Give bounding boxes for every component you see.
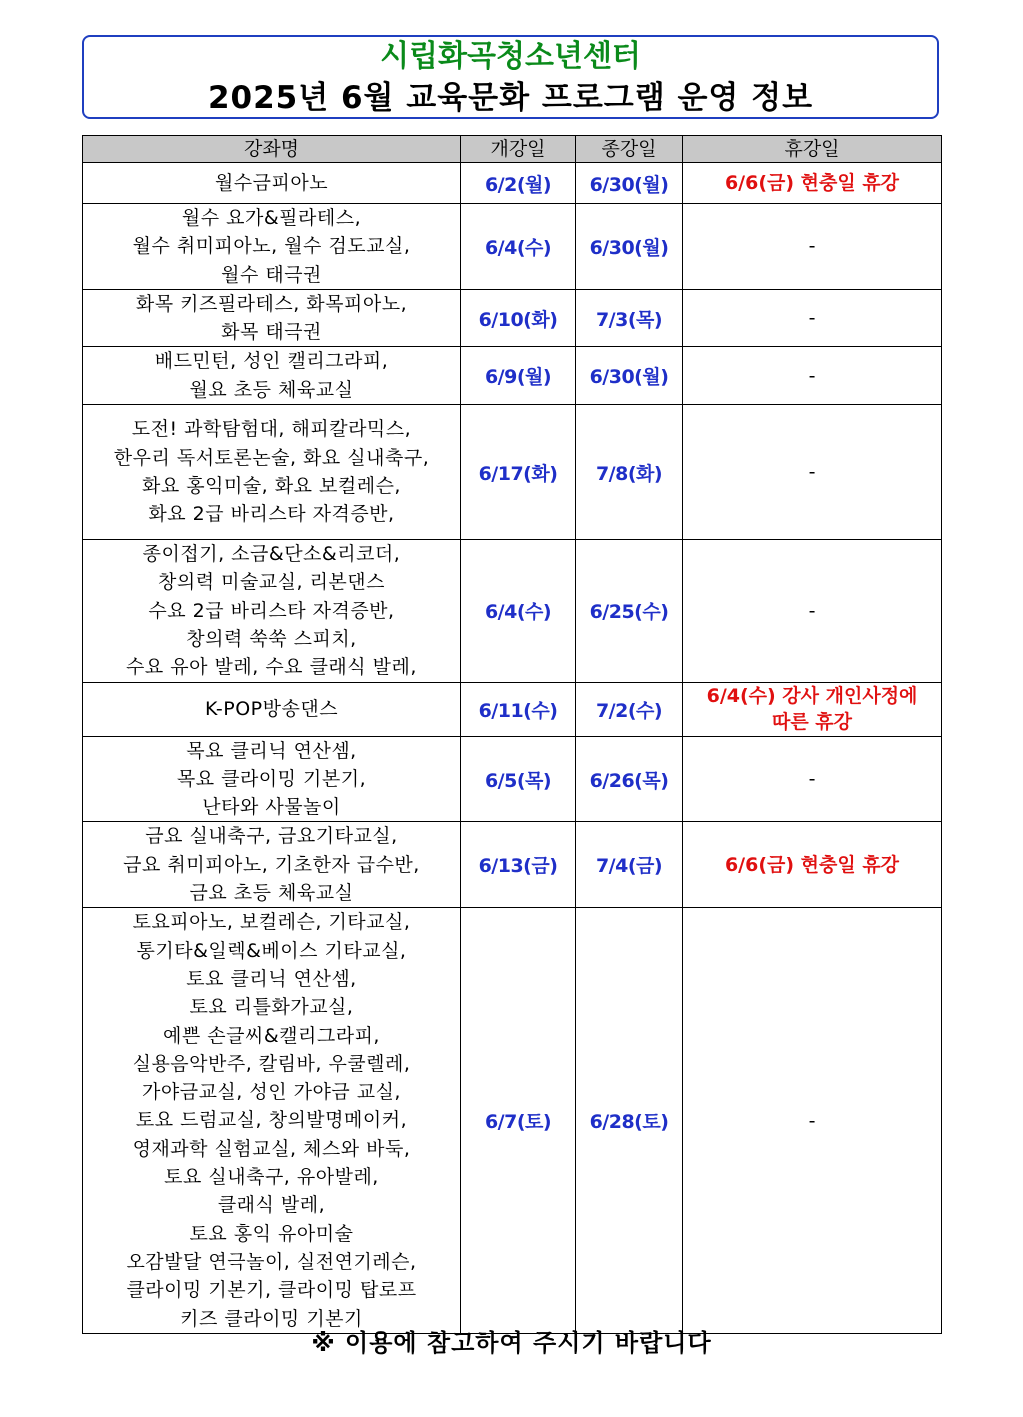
course-names-cell — [83, 289, 461, 347]
course-name-line: 금요 초등 체육교실 — [189, 882, 354, 905]
start-date-cell: 6/9(월) — [461, 347, 576, 405]
course-name-line: 월수 취미피아노, 월수 검도교실, — [132, 235, 411, 258]
closed-note-line: - — [808, 768, 816, 790]
column-header-end-date: 종강일 — [576, 136, 683, 163]
course-name-line: 월수금피아노 — [214, 171, 329, 194]
course-names-cell — [83, 682, 461, 736]
course-name-line: 클라이밍 기본기, 클라이밍 탑로프 — [126, 1279, 417, 1302]
closed-days-cell — [683, 736, 942, 822]
course-name-line: 종이접기, 소금&단소&리코더, — [142, 543, 401, 566]
course-name-line: 오감발달 연극놀이, 실전연기레슨, — [126, 1250, 417, 1273]
course-name-line: 창의력 쑥쑥 스피치, — [186, 627, 357, 650]
closed-note-line: 6/6(금) 현충일 휴강 — [724, 172, 900, 194]
course-name-line: 토요 홍익 유아미술 — [189, 1222, 354, 1245]
course-name-line: 영재과학 실험교실, 체스와 바둑, — [132, 1137, 411, 1160]
closed-days-cell — [683, 204, 942, 290]
table-row — [83, 204, 942, 290]
end-date-cell: 7/8(화) — [576, 405, 683, 540]
course-name-line: 수요 2급 바리스타 자격증반, — [148, 599, 395, 622]
course-name-line: 토요 리틀화가교실, — [189, 996, 354, 1019]
end-date-cell: 6/25(수) — [576, 540, 683, 682]
end-date-cell: 7/2(수) — [576, 682, 683, 736]
course-name-line: 난타와 사물놀이 — [202, 796, 341, 819]
start-date-cell: 6/4(수) — [461, 204, 576, 290]
course-name-line: 통기타&일렉&베이스 기타교실, — [136, 939, 407, 962]
course-name-line: 화목 키즈필라테스, 화목피아노, — [135, 292, 408, 315]
closed-days-cell — [683, 347, 942, 405]
course-name-line: 금요 실내축구, 금요기타교실, — [145, 825, 398, 848]
footer-note: ※ 이용에 참고하여 주시기 바랍니다 — [311, 1329, 712, 1357]
course-name-line: 클래식 발레, — [217, 1194, 326, 1217]
closed-note-line: 6/4(수) 강사 개인사정에 — [706, 685, 918, 708]
start-date-cell: 6/11(수) — [461, 682, 576, 736]
course-name-line: 화요 홍익미술, 화요 보컬레슨, — [142, 475, 401, 498]
course-name-line: 키즈 클라이밍 기본기 — [180, 1307, 363, 1330]
start-date-cell: 6/5(목) — [461, 736, 576, 822]
table-row — [83, 163, 942, 204]
table-body — [83, 163, 942, 1334]
course-name-line: 목요 클리닉 연산셈, — [186, 739, 357, 762]
closed-days-cell — [683, 908, 942, 1333]
closed-note-line: - — [808, 307, 816, 330]
course-names-cell — [83, 908, 461, 1333]
course-name-line: 토요 클리닉 연산셈, — [186, 967, 357, 990]
course-name-line: 가야금교실, 성인 가야금 교실, — [142, 1081, 401, 1104]
course-name-line: 수요 유아 발레, 수요 클래식 발레, — [126, 656, 417, 679]
table-row — [83, 682, 942, 736]
closed-days-cell — [683, 682, 942, 736]
closed-days-cell — [683, 540, 942, 682]
start-date-cell: 6/4(수) — [461, 540, 576, 682]
course-names-cell — [83, 540, 461, 682]
start-date-cell: 6/13(금) — [461, 822, 576, 908]
course-name-line: 예쁜 손글씨&캘리그라피, — [163, 1024, 380, 1047]
closed-note-line: - — [808, 364, 816, 387]
end-date-cell: 7/3(목) — [576, 289, 683, 347]
course-name-line: 토요 실내축구, 유아발레, — [164, 1166, 379, 1189]
start-date-cell: 6/17(화) — [461, 405, 576, 540]
closed-note-line: 따른 휴강 — [771, 711, 853, 734]
closed-note-line: - — [808, 1109, 816, 1132]
closed-note-line: - — [808, 235, 816, 258]
closed-days-cell — [683, 822, 942, 908]
start-date-cell: 6/10(화) — [461, 289, 576, 347]
course-name-line: 월수 요가&필라테스, — [181, 207, 362, 229]
start-date-cell: 6/7(토) — [461, 908, 576, 1333]
course-names-cell — [83, 204, 461, 290]
closed-days-cell — [683, 289, 942, 347]
course-name-line: K-POP방송댄스 — [204, 697, 339, 720]
table-row — [83, 736, 942, 822]
closed-note-line: 6/6(금) 현충일 휴강 — [724, 853, 900, 876]
course-names-cell — [83, 347, 461, 405]
closed-note-line: - — [808, 599, 816, 622]
title-box — [82, 35, 939, 119]
course-name-line: 월수 태극권 — [221, 263, 322, 286]
column-header-course: 강좌명 — [83, 136, 461, 163]
table-row — [83, 347, 942, 405]
end-date-cell: 6/30(월) — [576, 204, 683, 290]
end-date-cell: 6/28(토) — [576, 908, 683, 1333]
end-date-cell: 6/30(월) — [576, 347, 683, 405]
table-row — [83, 289, 942, 347]
course-name-line: 목요 클라이밍 기본기, — [176, 767, 367, 790]
course-name-line: 배드민턴, 성인 캘리그라피, — [154, 350, 389, 373]
end-date-cell: 6/26(목) — [576, 736, 683, 822]
table-row — [83, 405, 942, 540]
course-name-line: 화목 태극권 — [221, 321, 322, 344]
column-header-closed-days: 휴강일 — [683, 136, 942, 163]
document-title: 2025년 6월 교육문화 프로그램 운영 정보 — [207, 80, 814, 116]
table-row — [83, 908, 942, 1333]
table-row — [83, 540, 942, 682]
course-name-line: 월요 초등 체육교실 — [189, 378, 354, 401]
course-names-cell — [83, 736, 461, 822]
course-names-cell — [83, 822, 461, 908]
program-schedule-table — [82, 135, 942, 1334]
course-name-line: 화요 2급 바리스타 자격증반, — [148, 503, 395, 526]
course-name-line: 금요 취미피아노, 기초한자 급수반, — [123, 853, 420, 876]
course-name-line: 토요피아노, 보컬레슨, 기타교실, — [132, 911, 411, 934]
course-names-cell — [83, 405, 461, 540]
table-header-row — [83, 136, 942, 163]
end-date-cell: 6/30(월) — [576, 163, 683, 204]
course-names-cell — [83, 163, 461, 204]
course-name-line: 도전! 과학탐험대, 해피칼라믹스, — [131, 418, 412, 441]
organization-title: 시립화곡청소년센터 — [380, 39, 641, 74]
course-name-line: 실용음악반주, 칼림바, 우쿨렐레, — [132, 1052, 411, 1075]
start-date-cell: 6/2(월) — [461, 163, 576, 204]
closed-days-cell — [683, 405, 942, 540]
course-name-line: 한우리 독서토론논술, 화요 실내축구, — [113, 446, 430, 469]
column-header-start-date: 개강일 — [461, 136, 576, 163]
course-name-line: 토요 드럼교실, 창의발명메이커, — [135, 1109, 408, 1132]
course-name-line: 창의력 미술교실, 리본댄스 — [157, 571, 385, 594]
end-date-cell: 7/4(금) — [576, 822, 683, 908]
table-row — [83, 822, 942, 908]
closed-note-line: - — [808, 461, 816, 484]
closed-days-cell — [683, 163, 942, 204]
